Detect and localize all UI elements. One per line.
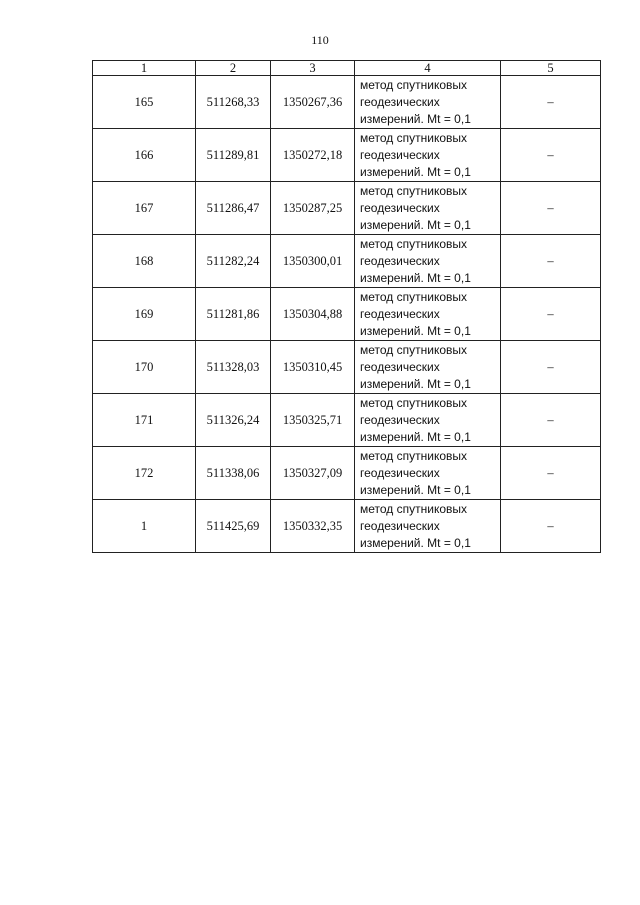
coordinate-x-cell: 511326,24 xyxy=(196,394,271,447)
method-text-line: измерений. Mt = 0,1 xyxy=(360,270,471,285)
header-cell-2: 2 xyxy=(196,61,271,76)
coordinate-x-cell: 511328,03 xyxy=(196,341,271,394)
method-cell xyxy=(355,341,501,394)
coordinate-y-cell: 1350287,25 xyxy=(271,182,355,235)
header-cell-5: 5 xyxy=(501,61,601,76)
coordinate-y-cell: 1350267,36 xyxy=(271,76,355,129)
note-cell: – xyxy=(501,235,601,288)
method-text-line: геодезических xyxy=(360,518,440,533)
method-text-line: метод спутниковых xyxy=(360,501,468,516)
method-text-line: метод спутниковых xyxy=(360,289,468,304)
method-text-line: геодезических xyxy=(360,359,440,374)
note-cell: – xyxy=(501,288,601,341)
coordinate-y-cell: 1350310,45 xyxy=(271,341,355,394)
method-cell xyxy=(355,288,501,341)
method-text-line: метод спутниковых xyxy=(360,342,468,357)
method-text-line: геодезических xyxy=(360,465,440,480)
coordinate-y-cell: 1350300,01 xyxy=(271,235,355,288)
point-number-cell: 165 xyxy=(93,76,196,129)
note-cell: – xyxy=(501,341,601,394)
method-text-line: геодезических xyxy=(360,306,440,321)
table-row xyxy=(93,394,601,447)
coordinate-x-cell: 511268,33 xyxy=(196,76,271,129)
coordinate-y-cell: 1350325,71 xyxy=(271,394,355,447)
method-text-line: метод спутниковых xyxy=(360,183,468,198)
table-header xyxy=(93,61,601,76)
note-cell: – xyxy=(501,182,601,235)
method-cell xyxy=(355,76,501,129)
point-number-cell: 168 xyxy=(93,235,196,288)
coordinate-y-cell: 1350332,35 xyxy=(271,500,355,553)
method-cell xyxy=(355,500,501,553)
method-text-line: геодезических xyxy=(360,412,440,427)
method-text-line: измерений. Mt = 0,1 xyxy=(360,323,471,338)
method-text-line: геодезических xyxy=(360,253,440,268)
method-text-line: геодезических xyxy=(360,147,440,162)
coordinate-x-cell: 511425,69 xyxy=(196,500,271,553)
header-row xyxy=(93,61,601,76)
method-cell xyxy=(355,235,501,288)
note-cell: – xyxy=(501,447,601,500)
table-row xyxy=(93,500,601,553)
method-text-line: измерений. Mt = 0,1 xyxy=(360,429,471,444)
table-row xyxy=(93,447,601,500)
method-cell xyxy=(355,129,501,182)
coordinate-x-cell: 511281,86 xyxy=(196,288,271,341)
point-number-cell: 167 xyxy=(93,182,196,235)
method-cell xyxy=(355,394,501,447)
coordinate-x-cell: 511338,06 xyxy=(196,447,271,500)
note-cell: – xyxy=(501,394,601,447)
point-number-cell: 171 xyxy=(93,394,196,447)
table-row xyxy=(93,182,601,235)
point-number-cell: 166 xyxy=(93,129,196,182)
coordinate-y-cell: 1350304,88 xyxy=(271,288,355,341)
method-text-line: измерений. Mt = 0,1 xyxy=(360,482,471,497)
point-number-cell: 1 xyxy=(93,500,196,553)
point-number-cell: 172 xyxy=(93,447,196,500)
coordinates-table xyxy=(92,60,601,553)
method-text-line: метод спутниковых xyxy=(360,130,468,145)
header-cell-4: 4 xyxy=(355,61,501,76)
table-body xyxy=(93,76,601,553)
note-cell: – xyxy=(501,500,601,553)
point-number-cell: 170 xyxy=(93,341,196,394)
method-text-line: измерений. Mt = 0,1 xyxy=(360,376,471,391)
table-row xyxy=(93,129,601,182)
method-cell xyxy=(355,182,501,235)
method-text-line: геодезических xyxy=(360,94,440,109)
coordinate-y-cell: 1350272,18 xyxy=(271,129,355,182)
header-cell-1: 1 xyxy=(93,61,196,76)
method-text-line: метод спутниковых xyxy=(360,77,468,92)
method-text-line: метод спутниковых xyxy=(360,236,468,251)
coordinate-x-cell: 511286,47 xyxy=(196,182,271,235)
table-row xyxy=(93,235,601,288)
method-text-line: измерений. Mt = 0,1 xyxy=(360,164,471,179)
method-text-line: метод спутниковых xyxy=(360,395,468,410)
table-row xyxy=(93,341,601,394)
method-text-line: измерений. Mt = 0,1 xyxy=(360,217,471,232)
point-number-cell: 169 xyxy=(93,288,196,341)
header-cell-3: 3 xyxy=(271,61,355,76)
coordinate-y-cell: 1350327,09 xyxy=(271,447,355,500)
method-text-line: метод спутниковых xyxy=(360,448,468,463)
note-cell: – xyxy=(501,76,601,129)
coordinate-x-cell: 511282,24 xyxy=(196,235,271,288)
method-text-line: измерений. Mt = 0,1 xyxy=(360,535,471,550)
method-text-line: измерений. Mt = 0,1 xyxy=(360,111,471,126)
page-number: 110 xyxy=(311,33,329,47)
coordinate-x-cell: 511289,81 xyxy=(196,129,271,182)
method-text-line: геодезических xyxy=(360,200,440,215)
table-row xyxy=(93,288,601,341)
note-cell: – xyxy=(501,129,601,182)
table-row xyxy=(93,76,601,129)
method-cell xyxy=(355,447,501,500)
